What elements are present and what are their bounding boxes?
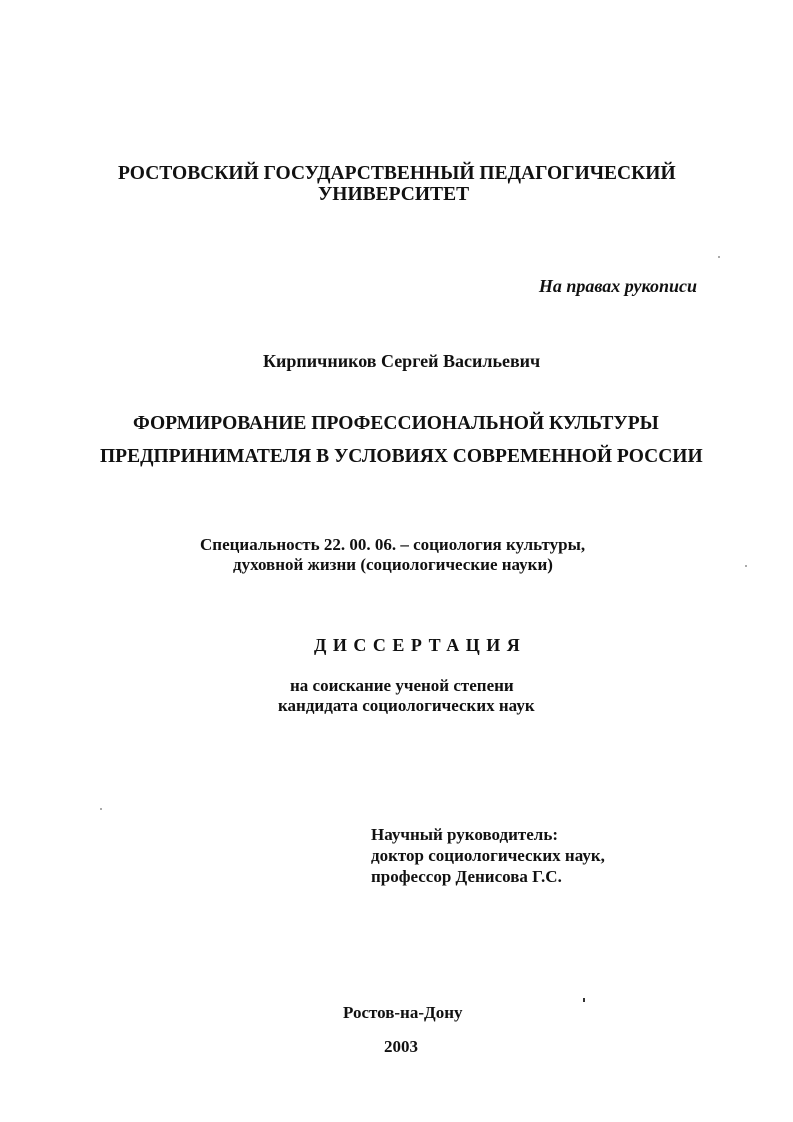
manuscript-note: На правах рукописи (538, 276, 697, 296)
university-name-line2: УНИВЕРСИТЕТ (318, 184, 470, 205)
supervisor-name: профессор Денисова Г.С. (371, 867, 562, 886)
city: Ростов-на-Дону (343, 1003, 463, 1022)
university-name-line1: РОСТОВСКИЙ ГОСУДАРСТВЕННЫЙ ПЕДАГОГИЧЕСКИЙ (118, 163, 676, 184)
supervisor-label: Научный руководитель: (371, 825, 558, 844)
supervisor-degree: доктор социологических наук, (371, 846, 605, 865)
author-name: Кирпичников Сергей Васильевич (263, 351, 541, 371)
year: 2003 (384, 1037, 418, 1056)
scan-speck (583, 998, 585, 1002)
dissertation-title-line2: ПРЕДПРИНИМАТЕЛЯ В УСЛОВИЯХ СОВРЕМЕННОЙ РОССИИ (100, 446, 703, 467)
degree-line1: на соискание ученой степени (290, 676, 514, 695)
degree-line2: кандидата социологических наук (278, 696, 535, 715)
specialty-line1: Специальность 22. 00. 06. – социология культуры, (200, 535, 586, 554)
scan-speck (718, 256, 720, 258)
scan-speck (100, 808, 102, 810)
scan-speck (745, 565, 747, 567)
work-type: ДИССЕРТАЦИЯ (314, 635, 527, 655)
dissertation-title-line1: ФОРМИРОВАНИЕ ПРОФЕССИОНАЛЬНОЙ КУЛЬТУРЫ (133, 413, 659, 434)
specialty-line2: духовной жизни (социологические науки) (233, 555, 553, 574)
